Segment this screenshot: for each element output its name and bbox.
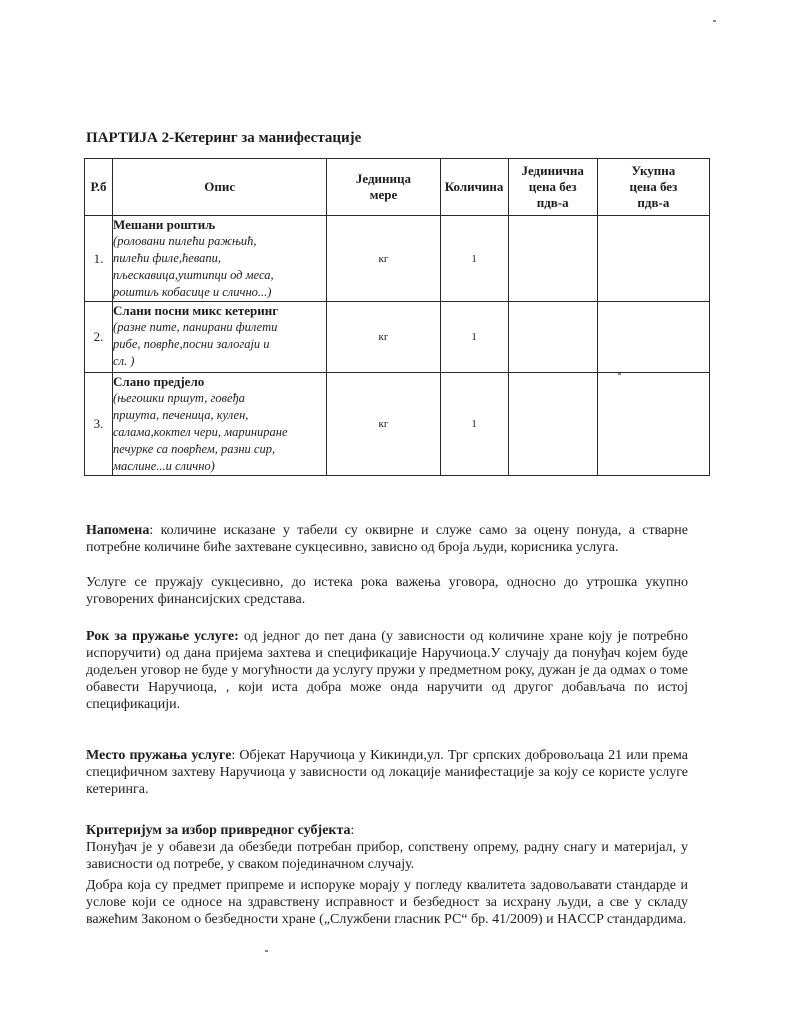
criteria-text: Понуђач је у обавези да обезбеди потребан прибор, сопствену опрему, радну снагу и материјал, у зависности од потребе, у сваком појединачном случају. — [86, 840, 688, 872]
header-opis: Опис — [113, 159, 327, 216]
item-unit-price — [508, 216, 597, 302]
header-rb: Р.б — [85, 159, 113, 216]
row-number: 1. — [85, 216, 113, 302]
scan-speck — [265, 950, 268, 952]
item-name: Слани посни микс кетеринг — [113, 303, 279, 318]
place-text: : Објекат Наручиоца у Кикинди,ул. Трг српских добровољаца 21 или према специфичном захтеву Наручиоца у зависности од локације манифестације за коју се користе услуге кетеринга. — [86, 748, 688, 797]
section-heading: ПАРТИЈА 2-Кетеринг за манифестације — [86, 130, 362, 146]
criteria-paragraph-2: Добра која су предмет припреме и испоруке морају у погледу квалитета задовољавати стандарде и услове који се односе на здравствену исправност и безбедност за исхрану људи, а све у складу важећим Законом о безбедности хране („Службени гласник РС“ бр. 41/2009) и HACCP стандардима. — [86, 878, 688, 927]
scan-speck — [618, 373, 621, 375]
deadline-text: од једног до пет дана (у зависности од количине хране коју је потребно испоручити) од дана пријема захтева и спецификације Наручиоца.У случају да понуђач којем буде додељен уговор не буде у могућности да услугу пружи у предметном року, дужан је да одмах о томе обавести Наручиоца, , који иста добра може онда наручити од другог добављача по истој спецификацији. — [86, 629, 688, 712]
note-paragraph — [86, 522, 688, 556]
criteria-paragraph: Критеријум за избор привредног субјекта: Понуђач је у обавези да обезбеди потребан прибор, сопствену опрему, радну снагу и материјал, у зависности од потребе, у сваком појединачном случају. — [86, 823, 688, 872]
table-header-row — [85, 159, 710, 216]
row-number: 2. — [85, 302, 113, 373]
table-row — [85, 302, 710, 373]
item-description: Слани посни микс кетеринг (разне пите, панирани филети рибе, поврће,посни залогаји и сл. ) — [113, 302, 327, 373]
scan-speck — [713, 20, 716, 22]
item-unit-price — [508, 302, 597, 373]
deadline-paragraph — [86, 628, 688, 713]
row-number: 3. — [85, 373, 113, 476]
note-paragraph-2: Услуге се пружају сукцесивно, до истека рока важења уговора, односно до утрошка укупно уговорених финансијских средстава. — [86, 575, 688, 607]
header-ukupna-cena: Укупна цена без пдв-а — [597, 159, 709, 216]
note-text: : количине исказане у табели су оквирне и служе само за оцену понуда, а стварне потребне количине биће захтеване сукцесивно, зависно од броја људи, корисника услуга. — [86, 523, 688, 555]
place-label: Место пружања услуге — [86, 748, 232, 763]
table-row — [85, 373, 710, 476]
items-table — [84, 158, 710, 476]
criteria-label: Критеријум за избор привредног субјекта — [86, 823, 351, 838]
header-jedinicna-cena: Јединична цена без пдв-а — [508, 159, 597, 216]
item-description: Слано предјело (његошки пршут, говеђа пршута, печеница, кулен, салама,коктел чери, мариниране печурке са поврћем, разни сир, маслине...и слично) — [113, 373, 327, 476]
item-total-price — [597, 373, 709, 476]
item-total-price — [597, 216, 709, 302]
item-unit: кг — [327, 302, 440, 373]
item-total-price — [597, 302, 709, 373]
item-quantity: 1 — [440, 373, 508, 476]
place-paragraph — [86, 747, 688, 798]
item-name: Мешани роштиљ — [113, 217, 216, 232]
item-description: Мешани роштиљ (роловани пилећи ражњић, пилећи филе,ћевапи, пљескавица,уштипци од меса, роштиљ кобасице и слично...) — [113, 216, 327, 302]
table-row — [85, 216, 710, 302]
item-unit: кг — [327, 373, 440, 476]
note-label: Напомена — [86, 523, 150, 538]
header-jedinica: Јединица мере — [327, 159, 440, 216]
header-kolicina: Количина — [440, 159, 508, 216]
item-unit: кг — [327, 216, 440, 302]
deadline-label: Рок за пружање услуге: — [86, 629, 239, 644]
item-unit-price — [508, 373, 597, 476]
item-quantity: 1 — [440, 216, 508, 302]
item-name: Слано предјело — [113, 374, 205, 389]
item-quantity: 1 — [440, 302, 508, 373]
